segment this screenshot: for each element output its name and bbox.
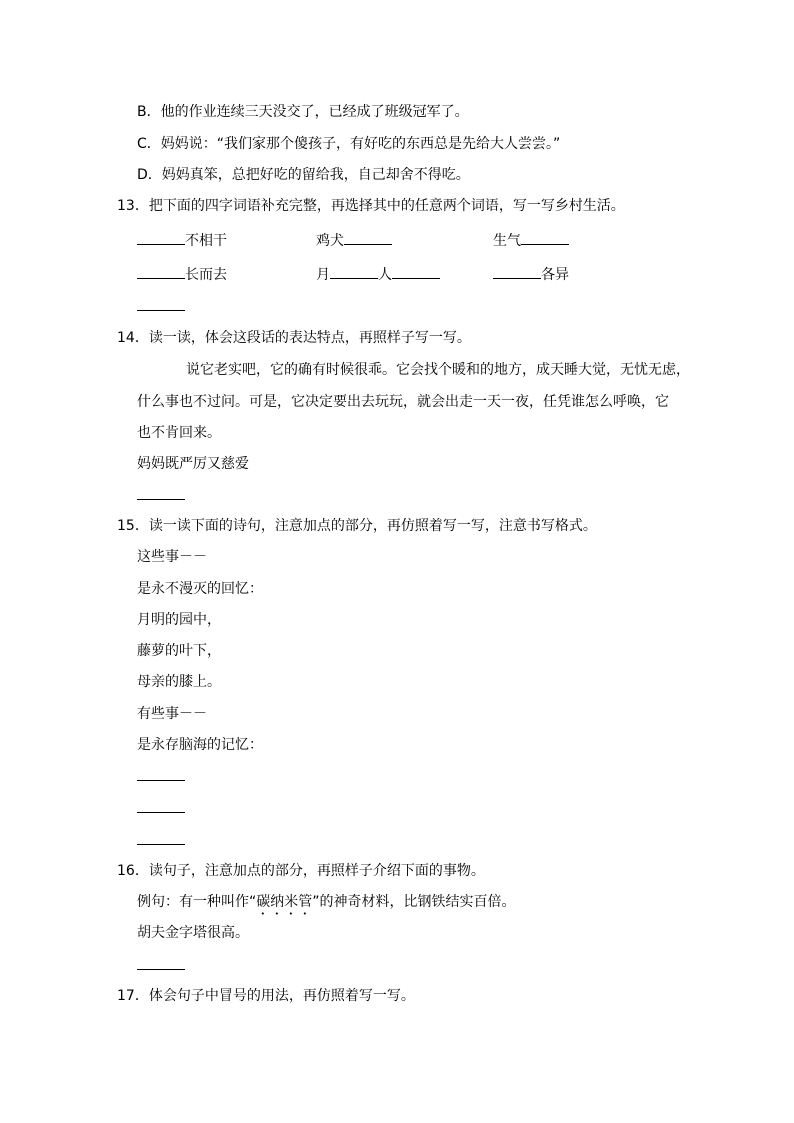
idiom-text: 鸡犬 — [316, 233, 344, 249]
answer-line-16[interactable] — [137, 955, 185, 976]
idiom-b — [316, 230, 392, 251]
blank-field[interactable] — [137, 264, 185, 279]
passage-line-1: 说它老实吧，它的确有时候很乖。它会找个暖和的地方，成天睡大觉，无忧无虑， — [186, 362, 690, 378]
blank-field[interactable] — [330, 264, 378, 279]
option-c: C．妈妈说：“我们家那个傻孩子，有好吃的东西总是先给大人尝尝。” — [137, 136, 561, 152]
idiom-text: 人 — [378, 267, 392, 283]
idiom-text: 各异 — [541, 267, 569, 283]
idiom-text: 月 — [316, 267, 330, 283]
answer-line-15[interactable] — [137, 830, 185, 851]
example-text: 结实百倍 — [445, 894, 502, 910]
passage-line-3: 也不肯回来。 — [137, 425, 221, 441]
question-16-prompt: 16．读句子，注意加点的部分，再照样子介绍下面的事物。 — [117, 863, 485, 879]
option-b: B．他的作业连续三天没交了，已经成了班级冠军了。 — [137, 104, 469, 120]
blank-field[interactable] — [137, 230, 185, 245]
example-text: 例句：有一种叫作“ — [137, 894, 257, 910]
question-15-prompt: 15．读一读下面的诗句，注意加点的部分，再仿照着写一写，注意书写格式。 — [117, 518, 597, 534]
question-13-prompt: 13．把下面的四字词语补充完整，再选择其中的任意两个词语，写一写乡村生活。 — [117, 198, 625, 214]
answer-line-15[interactable] — [137, 766, 185, 787]
blank-field[interactable] — [392, 264, 440, 279]
idiom-text: 生气 — [493, 233, 521, 249]
question-14-prompt: 14．读一读，体会这段话的表达特点，再照样子写一写。 — [117, 330, 471, 346]
example-text: ”的神奇材料，比钢铁 — [312, 894, 446, 910]
blank-field[interactable] — [521, 230, 569, 245]
answer-line-13[interactable] — [137, 296, 185, 317]
blank-field[interactable] — [493, 264, 541, 279]
poem-line: 是永存脑海的记忆： — [137, 737, 263, 753]
question-16-task: 胡夫金字塔很高。 — [137, 925, 249, 941]
idiom-d — [137, 264, 227, 285]
question-17-prompt: 17．体会句子中冒号的用法，再仿照着写一写。 — [117, 988, 415, 1004]
poem-line: 藤萝的叶下， — [137, 643, 221, 659]
idiom-a — [137, 230, 227, 251]
idiom-f — [493, 264, 569, 285]
idiom-e — [316, 264, 440, 285]
idiom-c — [493, 230, 569, 251]
question-14-task: 妈妈既严厉又慈爱 — [137, 456, 249, 472]
example-text: 。 — [501, 894, 516, 910]
answer-line-14[interactable] — [137, 485, 185, 506]
passage-line-2: 什么事也不过问。可是，它决定要出去玩玩，就会出走一天一夜，任凭谁怎么呼唤，它 — [137, 394, 669, 410]
option-d: D．妈妈真笨，总把好吃的留给我，自己却舍不得吃。 — [137, 167, 470, 183]
idiom-text: 不相干 — [185, 233, 227, 249]
question-16-example — [137, 892, 516, 918]
idiom-text: 长而去 — [185, 267, 227, 283]
answer-line-15[interactable] — [137, 798, 185, 819]
poem-line: 月明的园中， — [137, 612, 221, 628]
poem-line: 母亲的膝上。 — [137, 674, 221, 690]
poem-line: 这些事－－ — [137, 549, 207, 565]
blank-field[interactable] — [344, 230, 392, 245]
poem-line: 是永不漫灭的回忆： — [137, 581, 263, 597]
poem-line: 有些事－－ — [137, 706, 207, 722]
emphasized-text: 碳纳米管 — [256, 894, 313, 910]
